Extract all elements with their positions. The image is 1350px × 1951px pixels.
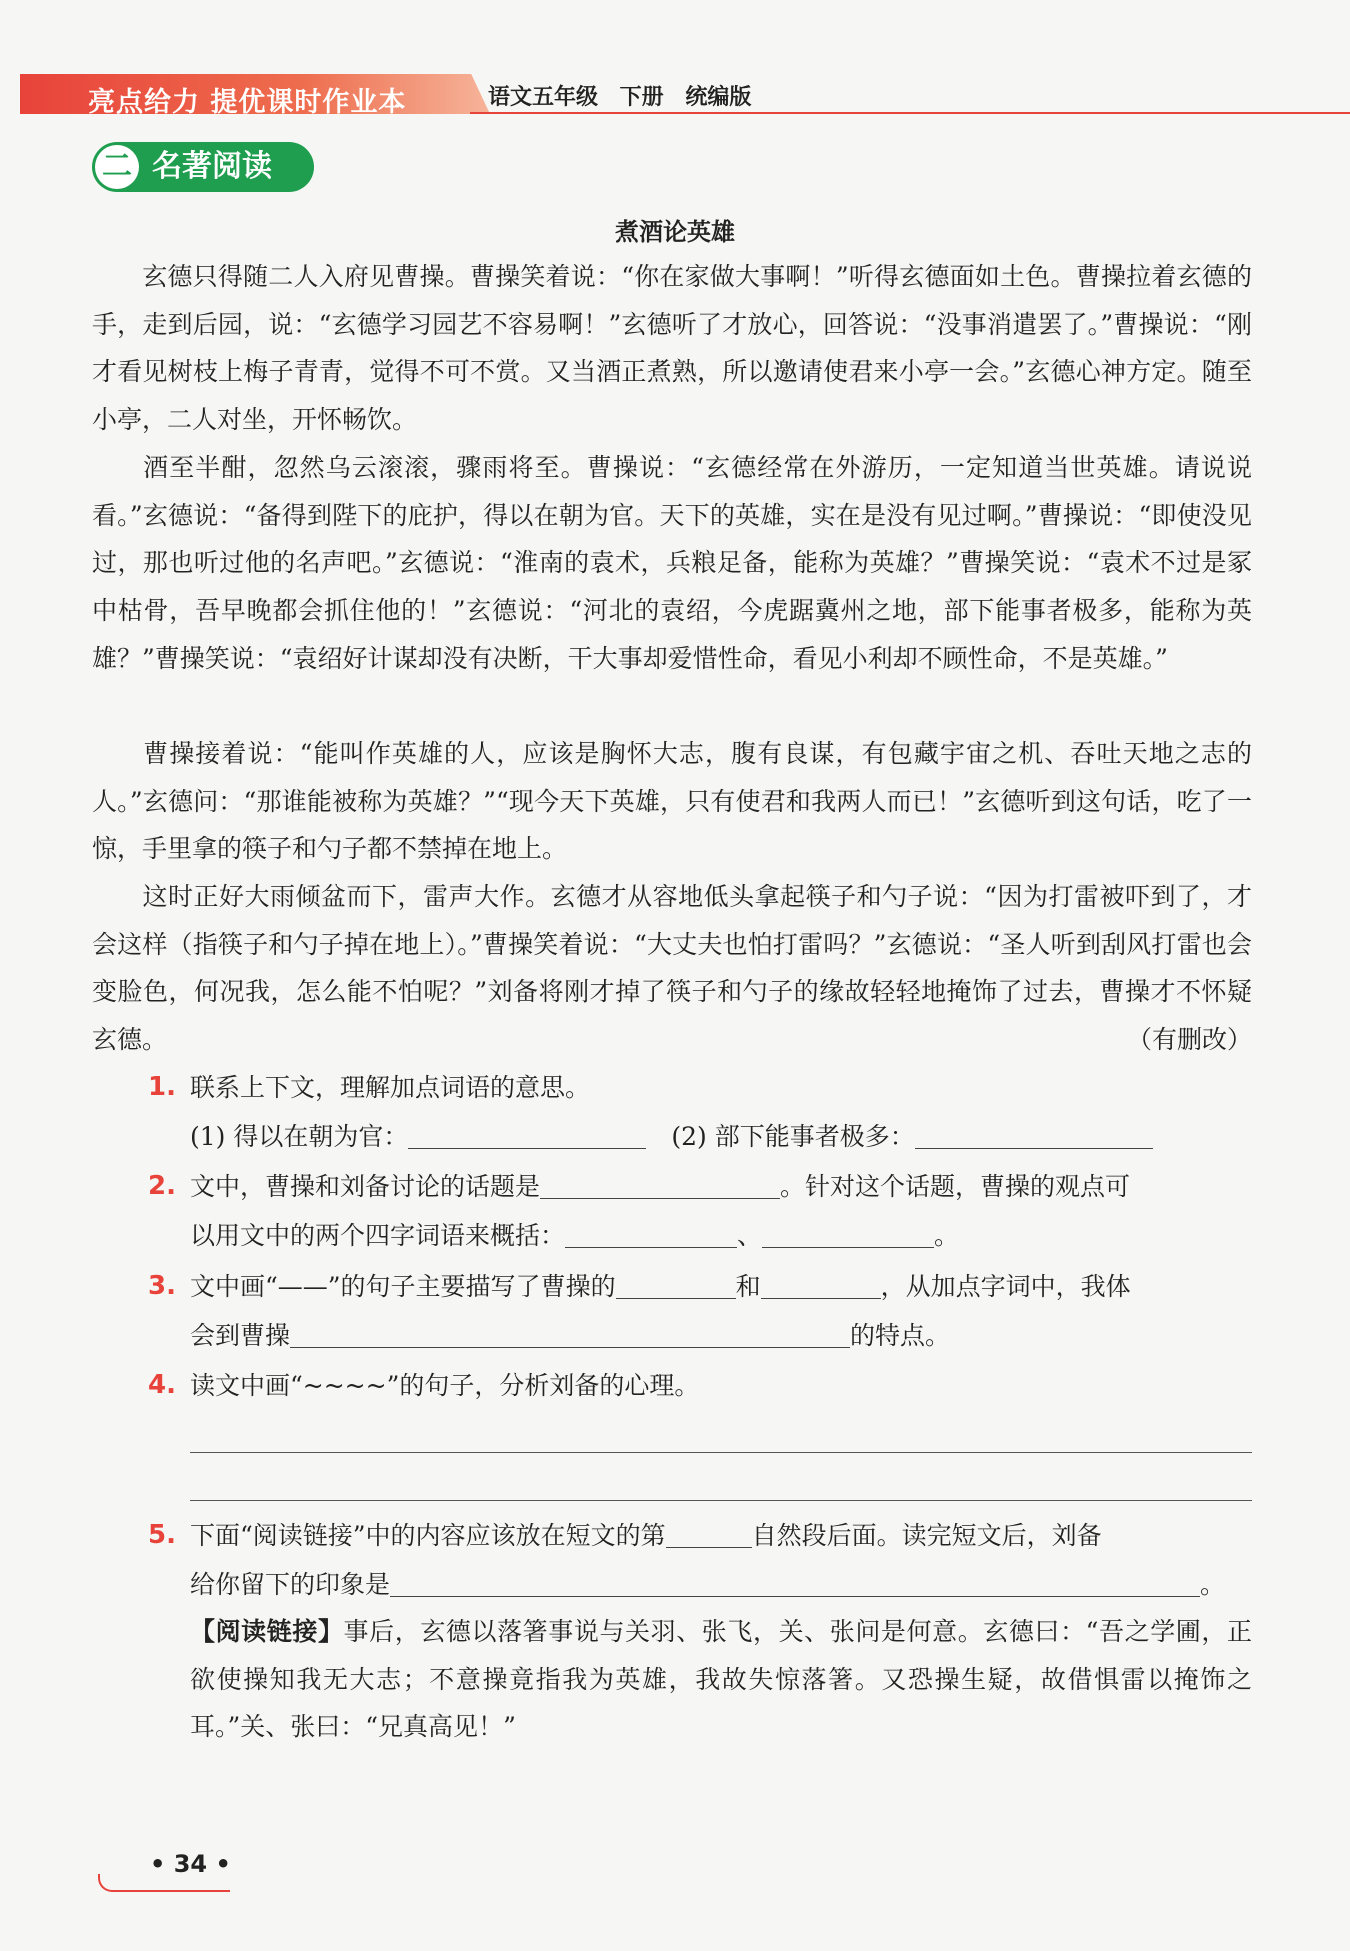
question-2-number: 2. <box>148 1171 176 1201</box>
answer-line[interactable] <box>190 1500 1252 1501</box>
question-3-line2 <box>190 1312 1292 1360</box>
page-header <box>20 68 1336 118</box>
header-brand: 亮点给力 提优课时作业本 <box>88 87 407 118</box>
question-5-part2: 自然段后面。读完短文后，刘备 <box>751 1521 1102 1550</box>
answer-blank[interactable] <box>565 1217 737 1248</box>
answer-blank[interactable] <box>408 1118 646 1149</box>
story-title: 煮酒论英雄 <box>615 218 735 246</box>
story-paragraph-1 <box>92 253 1252 444</box>
paragraph-text: 曹操接着说：“能叫作英雄的人，应该是胸怀大志，腹有良谋，有包藏宇宙之机、吞吐天地之志的人。”玄德问：“那谁能被称为英雄？”“现今天下英雄，只有使君和我两人而已！”玄德听到这句话，吃了一惊，手里拿的筷子和勺子都不禁掉在地上。 <box>92 739 1252 864</box>
answer-blank[interactable] <box>616 1268 736 1299</box>
reading-link-text: 事后，玄德以落箸事说与关羽、张飞，关、张问是何意。玄德曰：“吾之学圃，正欲使操知我无大志；不意操竟指我为英雄，我故失惊落箸。又恐操生疑，故借惧雷以掩饰之耳。”关、张曰：“兄真高见！” <box>190 1617 1252 1741</box>
question-2-end: 。 <box>934 1221 960 1250</box>
section-badge <box>92 142 314 192</box>
question-1-sub2: (2) 部下能事者极多： <box>671 1122 915 1151</box>
question-3-part3: 会到曹操 <box>190 1321 291 1350</box>
question-4-text: 读文中画“~~~~”的句子，分析刘备的心理。 <box>190 1371 700 1400</box>
question-2-line1 <box>190 1163 1292 1211</box>
question-5-line2 <box>190 1561 1292 1609</box>
answer-blank[interactable] <box>762 1217 934 1248</box>
question-2-separator: 、 <box>737 1221 763 1250</box>
question-2-part3: 以用文中的两个四字词语来概括： <box>190 1221 566 1250</box>
question-1-subparts <box>190 1113 1292 1161</box>
question-5-part1: 下面“阅读链接”中的内容应该放在短文的第 <box>190 1521 666 1550</box>
answer-blank[interactable] <box>290 1317 850 1348</box>
question-5-line1 <box>190 1512 1292 1560</box>
section-title: 名著阅读 <box>152 149 272 184</box>
question-2-part2: 。针对这个话题，曹操的观点可 <box>780 1172 1131 1201</box>
page-number: • 34 • <box>150 1850 231 1878</box>
question-3-and: 和 <box>735 1272 761 1301</box>
question-3-number: 3. <box>148 1271 176 1301</box>
header-rule <box>470 112 1350 114</box>
question-4-number: 4. <box>148 1370 176 1400</box>
paragraph-text: 这时正好大雨倾盆而下，雷声大作。玄德才从容地低头拿起筷子和勺子说：“因为打雷被吓到了，才会这样（指筷子和勺子掉在地上）。”曹操笑着说：“大丈夫也怕打雷吗？”玄德说：“圣人听到刮风打雷也会变脸色，何况我，怎么能不怕呢？”刘备将刚才掉了筷子和勺子的缘故轻轻地掩饰了过去，曹操才不怀疑玄德。 <box>92 882 1252 1055</box>
question-3-part4: 的特点。 <box>850 1321 951 1350</box>
question-5-end: 。 <box>1200 1570 1226 1599</box>
paragraph-text: 酒至半酣，忽然乌云滚滚，骤雨将至。曹操说：“玄德经常在外游历，一定知道当世英雄。请说说看。”玄德说：“备得到陛下的庇护，得以在朝为官。天下的英雄，实在是没有见过啊。”曹操说：“即使没见过，那也听过他的名声吧。”玄德说：“淮南的袁术，兵粮足备，能称为英雄？”曹操笑说：“袁术不过是冢中枯骨，吾早晚都会抓住他的！”玄德说：“河北的袁绍，今虎踞冀州之地，部下能事者极多，能称为英雄？”曹操笑说：“袁绍好计谋却没有决断，干大事却爱惜性命，看见小利却不顾性命，不是英雄。” <box>92 453 1252 673</box>
source-note: （有删改） <box>1126 1025 1252 1054</box>
answer-blank[interactable] <box>540 1168 780 1199</box>
header-subject: 语文五年级 下册 统编版 <box>488 85 752 110</box>
question-1-text: 联系上下文，理解加点词语的意思。 <box>190 1073 591 1102</box>
answer-blank[interactable] <box>390 1566 1200 1597</box>
question-2-part1: 文中，曹操和刘备讨论的话题是 <box>190 1172 541 1201</box>
section-number: 二 <box>95 145 139 189</box>
question-3-line1 <box>190 1263 1292 1311</box>
answer-line[interactable] <box>190 1452 1252 1453</box>
reading-link <box>190 1608 1252 1751</box>
question-3-part1: 文中画“——”的句子主要描写了曹操的 <box>190 1272 616 1301</box>
reading-link-label: 【阅读链接】 <box>190 1617 344 1646</box>
story-paragraph-3 <box>92 730 1252 873</box>
question-1-sub1: (1) 得以在朝为官： <box>190 1122 409 1151</box>
question-5-part3: 给你留下的印象是 <box>190 1570 391 1599</box>
answer-blank[interactable] <box>761 1268 881 1299</box>
question-1-number: 1. <box>148 1072 176 1102</box>
answer-blank[interactable] <box>915 1118 1153 1149</box>
answer-blank[interactable] <box>666 1517 752 1548</box>
question-2-line2 <box>190 1212 1292 1260</box>
paragraph-text: 玄德只得随二人入府见曹操。曹操笑着说：“你在家做大事啊！”听得玄德面如土色。曹操拉着玄德的手，走到后园，说：“玄德学习园艺不容易啊！”玄德听了才放心，回答说：“没事消遣罢了。”曹操说：“刚才看见树枝上梅子青青，觉得不可不赏。又当酒正煮熟，所以邀请使君来小亭一会。”玄德心神方定。随至小亭，二人对坐，开怀畅饮。 <box>92 262 1252 435</box>
question-5-number: 5. <box>148 1520 176 1550</box>
story-paragraph-2 <box>92 444 1252 683</box>
question-3-part2: ，从加点字词中，我体 <box>880 1272 1131 1301</box>
